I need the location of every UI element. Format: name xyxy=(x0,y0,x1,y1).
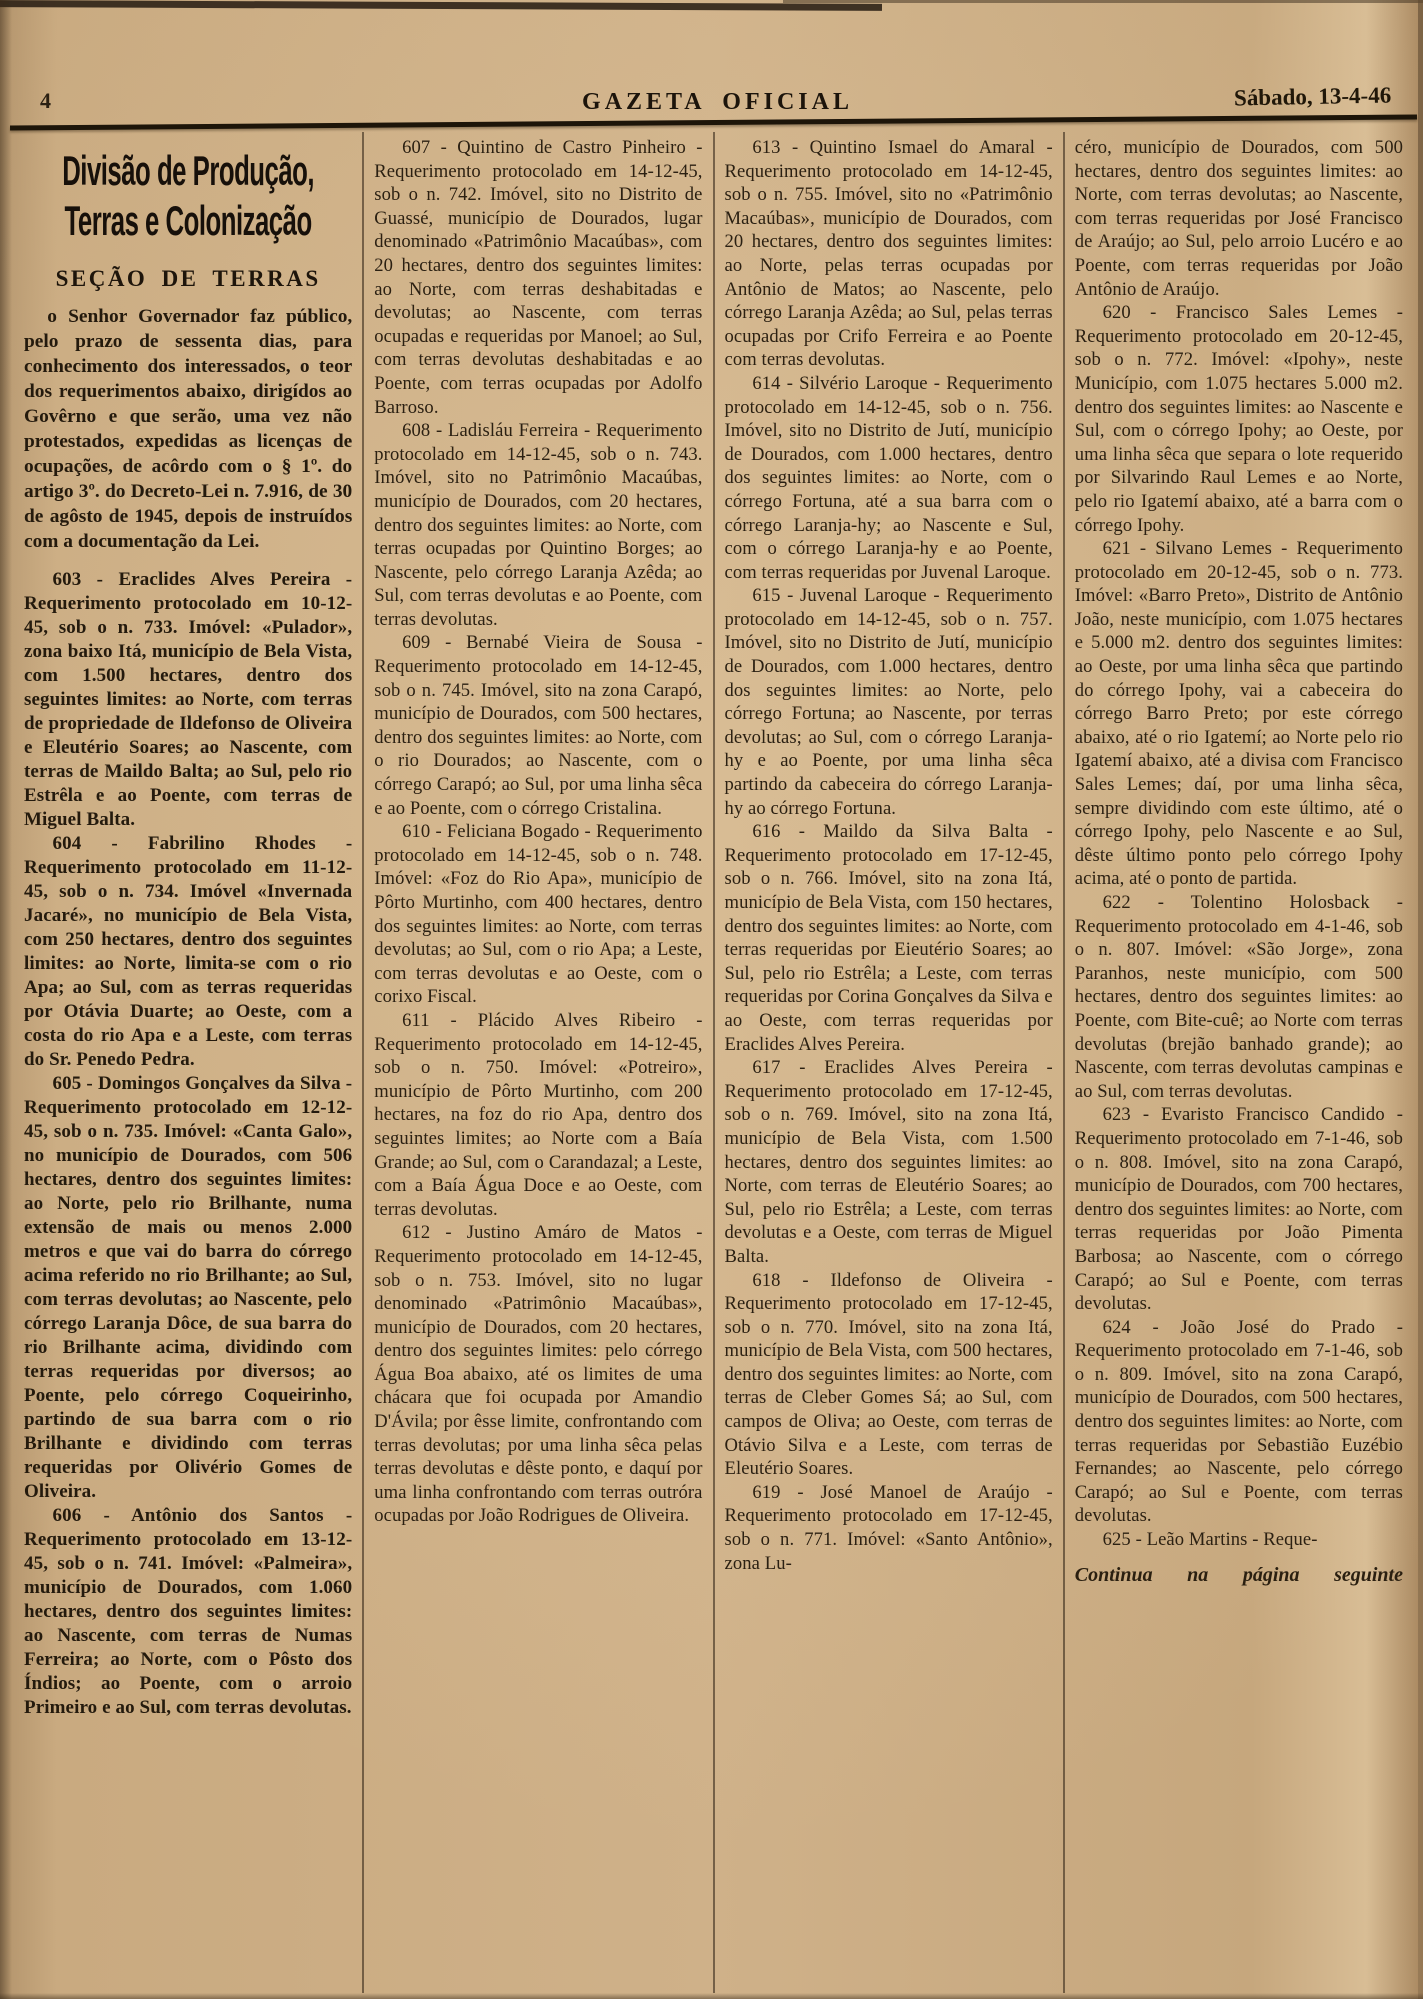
column-1 xyxy=(14,132,362,1993)
entry-605: 605 - Domingos Gonçalves da Silva - Requerimento protocolado em 12-12-45, sob o n. 735. Imóvel: «Canta Galo», no município de Dourados, com 506 hectares, dentro dos seguintes limites: ao Norte, pelo rio Brilhante, numa extensão de mais ou menos 2.000 metros e que vai do barra do córrego acima referido no rio Brilhante; ao Sul, com terras devolutas; ao Nascente, pelo córrego Laranja Dôce, de sua barra do rio Brilhante acima, dividindo com terras requeridas por diversos; ao Poente, pelo córrego Coqueirinho, partindo de sua barra com o rio Brilhante e dividindo com terras requeridas por Olivério Gomes de Oliveira. xyxy=(24,1073,353,1502)
column-4 xyxy=(1063,132,1413,1993)
entry-608: 608 - Ladisláu Ferreira - Requerimento protocolado em 14-12-45, sob o n. 743. Imóvel, sito no Patrimônio Macaúbas, município de Dourados, com 20 hectares, dentro dos seguintes limites: ao Norte, com terras ocupadas por Quintino Borges; ao Nascente, pelo córrego Laranja Azêda; ao Sul, com terras devolutas e ao Poente, com terras devolutas. xyxy=(374,420,703,630)
scan-edge-top-right xyxy=(783,0,1423,3)
column-2 xyxy=(362,132,712,1993)
entry-611: 611 - Plácido Alves Ribeiro - Requerimento protocolado em 14-12-45, sob o n. 750. Imóvel: «Potreiro», município de Pôrto Murtinho, com 200 hectares, na foz do rio Apa, dentro dos seguintes limites; ao Norte com a Baía Grande; ao Sul, com o Carandazal; a Leste, com a Baía Água Doce e ao Oeste, com terras devolutas. xyxy=(374,1009,703,1220)
scan-edge-right xyxy=(1418,0,1423,1999)
entry-615: 615 - Juvenal Laroque - Requerimento protocolado em 14-12-45, sob o n. 757. Imóvel, sito no Distrito de Jutí, município de Dourados, com 1.000 hectares, dentro dos seguintes limites: ao Norte, pelo córrego Fortuna; ao Nascente, por terras devolutas; ao Sul, com o córrego Laranja-hy e ao Poente, por uma linha sêca partindo da cabeceira do córrego Laranja-hy ao córrego Fortuna. xyxy=(724,585,1053,819)
entry-619-continuation: céro, município de Dourados, com 500 hectares, dentro dos seguintes limites: ao Norte, com terras devolutas; ao Nascente, com terras requeridas por José Francisco de Araújo; ao Sul, pelo arroio Lucéro e ao Poente, com terras requeridas por João Antônio de Araújo. xyxy=(1074,137,1403,300)
division-title: Divisão de Produção, Terras e Colonização xyxy=(62,146,315,245)
scan-edge-left xyxy=(0,0,12,1999)
entry-619-start: 619 - José Manoel de Araújo - Requerimento protocolado em 17-12-45, sob o n. 771. Imóvel: «Santo Antônio», zona Lu- xyxy=(724,1481,1053,1574)
entry-620: 620 - Francisco Sales Lemes - Requerimento protocolado em 20-12-45, sob o n. 772. Imóvel: «Ipohy», neste Município, com 1.075 hectares 5.000 m2. dentro dos seguintes limites: ao Nascente e Sul, com o córrego Ipohy; ao Oeste, por uma linha sêca que separa o lote requerido por Silvarindo Raul Lemes e ao Norte, pelo rio Igatemí abaixo, até a barra com o córrego Ipohy. xyxy=(1074,302,1403,536)
columns-container xyxy=(14,132,1413,1993)
entry-621: 621 - Silvano Lemes - Requerimento protocolado em 20-12-45, sob o n. 773. Imóvel: «Barro Preto», Distrito de Antônio João, neste município, com 1.075 hectares e 5.000 m2. dentro dos seguintes limites: ao Oeste, por uma linha sêca que partindo do córrego Ipohy, vai a cabeceira do córrego Barro Preto; por este córrego abaixo, até o rio Igatemí; ao Norte pelo rio Igatemí abaixo, até a divisa com Francisco Sales Lemes; daí, por uma linha sêca, sempre dividindo com este último, até o córrego Ipohy, pelo Nascente e ao Sul, dêste último ponto pelo córrego Ipohy acima, até o ponto de partida. xyxy=(1074,538,1403,890)
entry-622: 622 - Tolentino Holosback - Requerimento protocolado em 4-1-46, sob o n. 807. Imóvel: «São Jorge», zona Paranhos, neste município, com 500 hectares, dentro dos seguintes limites: ao Poente, com Bite-cuê; ao Norte com terras devolutas (brejão banhado grande); ao Nascente, com terras devolutas campinas e ao Sul, com terras devolutas. xyxy=(1074,892,1403,1102)
header-rule xyxy=(10,114,1417,130)
entry-624: 624 - João José do Prado - Requerimento protocolado em 7-1-46, sob o n. 809. Imóvel, sito na zona Carapó, município de Dourados, com 500 hectares, dentro dos seguintes limites: ao Norte, com terras requeridas por Sebastião Euzébio Fernandes; ao Nascente, pelo córrego Carapó; ao Sul e Poente, com terras devolutas. xyxy=(1074,1316,1403,1527)
gazette-title: GAZETA OFICIAL xyxy=(582,89,853,115)
scan-edge-top xyxy=(0,0,882,11)
section-heading: SEÇÃO DE TERRAS xyxy=(55,266,321,291)
intro-paragraph: o Senhor Governador faz público, pelo prazo de sessenta dias, para conhecimento dos interessados, o teor dos requerimentos abaixo, dirigídos ao Govêrno e que serão, uma vez não protestados, expedidas as licenças de ocupações, de acôrdo com o § 1º. do artigo 3º. do Decreto-Lei n. 7.916, de 30 de agôsto de 1945, depois de instruídos com a documentação da Lei. xyxy=(24,306,353,552)
page-number: 4 xyxy=(40,88,51,113)
scan-edge-bottom xyxy=(0,1993,1423,1999)
entry-618: 618 - Ildefonso de Oliveira - Requerimento protocolado em 17-12-45, sob o n. 770. Imóvel, sito na zona Itá, município de Bela Vista, com 500 hectares, dentro dos seguintes limites: ao Norte, com terras de Cleber Gomes Sá; ao Sul, com campos de Oliva; ao Oeste, com terras de Otávio Silva e a Leste, com terras de Eleutério Soares. xyxy=(724,1269,1053,1480)
continuation-note: Continua na página seguinte xyxy=(1074,1563,1403,1586)
entry-612: 612 - Justino Amáro de Matos - Requerimento protocolado em 14-12-45, sob o n. 753. Imóvel, sito no lugar denominado «Patrimônio Macaúbas», município de Dourados, com 20 hectares, dentro dos seguintes limites: pelo córrego Água Boa abaixo, até os limites de uma chácara que foi ocupada por Amandio D'Ávila; por êsse limite, confrontando com terras devolutas; por uma linha sêca pelas terras devolutas e dêste ponto, e daquí por uma linha confrontando com terras outróra ocupadas por João Rodrigues de Oliveira. xyxy=(374,1222,703,1527)
entry-625-start: 625 - Leão Martins - Reque- xyxy=(1102,1529,1318,1551)
gazette-date: Sábado, 13-4-46 xyxy=(1233,82,1392,111)
masthead xyxy=(34,72,1401,116)
column-3 xyxy=(713,132,1063,1993)
entry-609: 609 - Bernabé Vieira de Sousa - Requerimento protocolado em 14-12-45, sob o n. 745. Imóvel, sito na zona Carapó, município de Dourados, com 500 hectares, dentro dos seguintes limites: ao Norte, com o rio Dourados; ao Nascente, com o córrego Carapó; ao Sul, por uma linha sêca e ao Poente, com o córrego Cristalina. xyxy=(374,632,703,819)
entry-610: 610 - Feliciana Bogado - Requerimento protocolado em 14-12-45, sob o n. 748. Imóvel: «Foz do Rio Apa», município de Pôrto Murtinho, com 400 hectares, dentro dos seguintes limites: ao Norte, com terras devolutas; ao Sul, com o rio Apa; a Leste, com terras devolutas e ao Oeste, com o corixo Fiscal. xyxy=(374,821,703,1008)
entry-617: 617 - Eraclides Alves Pereira - Requerimento protocolado em 17-12-45, sob o n. 769. Imóvel, sito na zona Itá, município de Bela Vista, com 1.500 hectares, dentro dos seguintes limites: ao Norte, com terras de Eleutério Soares; ao Sul, pelo rio Estrêla; a Leste, com terras devolutas e a Oeste, com terras de Miguel Balta. xyxy=(724,1057,1053,1267)
entry-606: 606 - Antônio dos Santos - Requerimento protocolado em 13-12-45, sob o n. 741. Imóvel: «Palmeira», município de Dourados, com 1.060 hectares, dentro dos seguintes limites: ao Nascente, com terras de Numas Ferreira; ao Norte, com o Pôsto dos Índios; ao Poente, com o arroio Primeiro e ao Sul, com terras devolutas. xyxy=(24,1505,353,1718)
entry-616: 616 - Maildo da Silva Balta - Requerimento protocolado em 17-12-45, sob o n. 766. Imóvel, sito na zona Itá, município de Bela Vista, com 150 hectares, dentro dos seguintes limites: ao Norte, com terras requeridas por Eieutério Soares; ao Sul, pelo rio Estrêla; a Leste, com terras requeridas por Corina Gonçalves da Silva e ao Oeste, com terras requeridas por Eraclides Alves Pereira. xyxy=(724,821,1053,1055)
entry-607: 607 - Quintino de Castro Pinheiro - Requerimento protocolado em 14-12-45, sob o n. 742. Imóvel, sito no Distrito de Guassé, município de Dourados, lugar denominado «Patrimônio Macaúbas», com 20 hectares, dentro dos seguintes limites: ao Norte, com terras deshabitadas e devolutas; ao Nascente, com terras ocupadas e requeridas por Manoel; ao Sul, com terras devolutas deshabitadas e ao Poente, com terras ocupadas por Adolfo Barroso. xyxy=(374,137,703,418)
entry-613: 613 - Quintino Ismael do Amaral - Requerimento protocolado em 14-12-45, sob o n. 755. Imóvel, sito no «Patrimônio Macaúbas», município de Dourados, com 20 hectares, dentro dos seguintes limites: ao Norte, pelas terras ocupadas por Antônio de Matos; ao Nascente, pelo córrego Laranja Azêda; ao Sul, pelas terras ocupadas por Crifo Ferreira e ao Poente com terras devolutas. xyxy=(724,137,1053,371)
entry-614: 614 - Silvério Laroque - Requerimento protocolado em 14-12-45, sob o n. 756. Imóvel, sito no Distrito de Jutí, município de Dourados, com 1.000 hectares, dentro dos seguintes limites: ao Norte, com o córrego Fortuna, até a sua barra com o córrego Laranja-hy; ao Nascente e Sul, com o córrego Laranja-hy e ao Poente, com terras requeridas por Juvenal Laroque. xyxy=(724,372,1053,583)
entry-623: 623 - Evaristo Francisco Candido - Requerimento protocolado em 7-1-46, sob o n. 808. Imóvel, sito na zona Carapó, município de Dourados, com 700 hectares, dentro dos seguintes limites: ao Norte, com terras requeridas por João Pimenta Barbosa; ao Nascente, com o córrego Carapó; ao Sul e Poente, com terras devolutas. xyxy=(1074,1104,1403,1315)
entry-603: 603 - Eraclides Alves Pereira - Requerimento protocolado em 10-12-45, sob o n. 733. Imóvel: «Pulador», zona baixo Itá, município de Bela Vista, com 1.500 hectares, dentro dos seguintes limites: ao Norte, com terras de propriedade de Ildefonso de Oliveira e Eleutério Soares; ao Nascente, com terras de Maildo Balta; ao Sul, pelo rio Estrêla e ao Poente, com terras de Miguel Balta. xyxy=(24,569,353,830)
entry-604: 604 - Fabrilino Rhodes - Requerimento protocolado em 11-12-45, sob o n. 734. Imóvel «Invernada Jacaré», no município de Bela Vista, com 250 hectares, dentro dos seguintes limites: ao Norte, limita-se com o rio Apa; ao Sul, com as terras requeridas por Otávia Duarte; ao Oeste, com a costa do rio Apa e a Leste, com terras do Sr. Penedo Pedra. xyxy=(24,833,353,1070)
